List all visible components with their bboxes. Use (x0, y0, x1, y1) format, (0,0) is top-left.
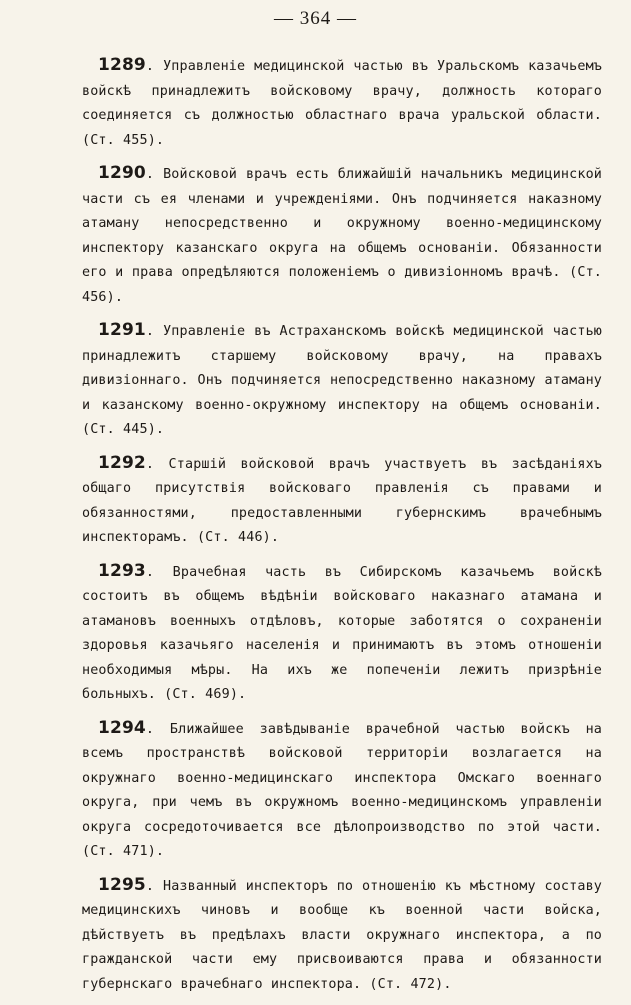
article-text: . Войсковой врачъ есть ближайшій начальникъ медицинской части съ ея членами и учрежденіями. Онъ подчиняется наказному атаману непосредственно и окружному военно-медицинскому инспектору казанскаго округа на общемъ основаніи. Обязанности его и права опредѣляются положеніемъ о дивизіонномъ врачѣ. (Ст. 456). (82, 167, 602, 305)
article-number: 1294 (98, 717, 146, 738)
article-number: 1293 (98, 560, 146, 581)
article-number: 1291 (98, 320, 146, 340)
article-list (82, 53, 602, 1005)
article-text: . Ближайшее завѣдываніе врачебной частью войскъ на всемъ пространствѣ войсковой территоріи возлагается на окружнаго военно-медицинскаго инспектора Омскаго военнаго округа, при чемъ въ окружномъ военно-медицинскомъ управленіи округа сосредоточивается все дѣлопроизводство по этой части. (Ст. 471). (82, 721, 602, 859)
article-1293 (82, 559, 602, 708)
article-number: 1290 (98, 163, 146, 183)
article-1290 (82, 161, 602, 310)
article-number: 1289 (98, 55, 146, 75)
article-text: . Врачебная часть въ Сибирскомъ казачьемъ войскѣ состоитъ въ общемъ вѣдѣніи войсковаго наказнаго атамана и атамановъ военныхъ отдѣловъ, которые заботятся о сохраненіи здоровья казачьяго населенія и принимаютъ въ этомъ отношеніи необходимыя мѣры. На ихъ же попеченіи лежитъ призрѣніе больныхъ. (Ст. 469). (82, 564, 602, 702)
article-text: . Управленіе въ Астраханскомъ войскѣ медицинской частью принадлежитъ старшему войсковому врачу, на правахъ дивизіоннаго. Онъ подчиняется непосредственно наказному атаману и казанскому военно-окружному инспектору на общемъ основаніи. (Ст. 445). (82, 324, 602, 437)
article-text: . Названный инспекторъ по отношенію къ мѣстному составу медицинскихъ чиновъ и вообще къ военной части войска, дѣйствуетъ въ предѣлахъ власти окружнаго инспектора, а по гражданской части ему присвоиваются права и обязанности губернскаго врачебнаго инспектора. (Ст. 472). (82, 878, 602, 992)
article-1295 (82, 873, 602, 998)
article-number: 1295 (98, 874, 146, 895)
article-1292 (82, 451, 602, 551)
article-text: . Управленіе медицинской частью въ Уральскомъ казачьемъ войскѣ принадлежитъ войсковому врачу, должность котораго соединяется съ должностью областнаго врача уральской области. (Ст. 455). (82, 59, 602, 148)
article-1294 (82, 716, 602, 865)
article-text: . Старшій войсковой врачъ участвуетъ въ засѣданіяхъ общаго присутствія войсковаго правленія съ правами и обязанностями, предоставленными губернскимъ врачебнымъ инспекторамъ. (Ст. 446). (82, 456, 602, 545)
article-number: 1292 (98, 452, 146, 473)
article-1291 (82, 318, 602, 443)
page-number: — 364 — (274, 8, 357, 29)
article-1289 (82, 53, 602, 153)
